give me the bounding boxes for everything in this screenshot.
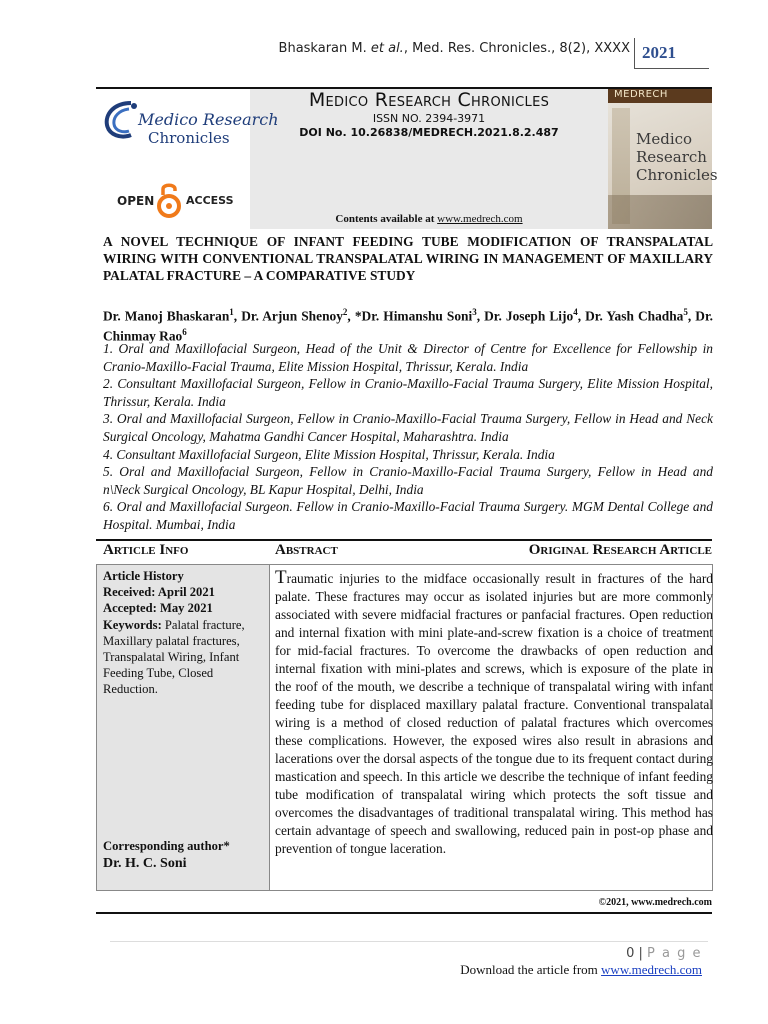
cover-top-text: MEDRECH bbox=[614, 89, 668, 100]
author-name: Dr. Yash Chadha bbox=[585, 308, 684, 324]
affiliation-item: 3. Oral and Maxillofacial Surgeon, Fellow in Cranio-Maxillo-Facial Trauma Surgery, Fellow in Head and Neck Surgical Oncology, Mahatma Gandhi Cancer Hospital, Maharashtra. India bbox=[103, 411, 713, 444]
contents-available: Contents available at www.medrech.com bbox=[335, 213, 523, 225]
issn: ISSN NO. 2394-3971 bbox=[372, 112, 486, 125]
author-affiliation-number: 6 bbox=[182, 327, 187, 338]
corresponding-author bbox=[103, 838, 265, 872]
affiliation-item: 1. Oral and Maxillofacial Surgeon, Head of the Unit & Director of Centre for Excellence for Fellowship in Cranio-Maxillo-Facial Trauma, Elite Mission Hospital, Thrissur, Kerala. India bbox=[103, 341, 713, 374]
page-number: 0 | P a g e bbox=[626, 946, 702, 961]
abstract-body: raumatic injuries to the midface occasionally result in fractures of the hard palate. These fractures may occur as isolated injuries but are more commonly associated with severe midfacial fractures or panfacial fractures. Open reduction and internal fixation with mini plate-and-screw fixation is a choice of treatment for mid-facial fractures. To overcome the drawbacks of open reduction and internal fixation with mini-plates and screws, which is exposure of the plate in the roof of the mouth, we describe a technique of transpalatal wiring with infant feeding tube for displaced maxillary palatal fracture. Conventional transpalatal wiring is a method of closed reduction of palatal fractures which overcomes these complications. However, the exposed wires also result in abrasions and lacerations over the dorsal aspects of the tongue due to its frequent contact during mastication and speech. In this article we describe the technique of infant feeding tube modification of transpalatal wiring which protects the soft tissue and overcomes the disadvantages of traditional transpalatal wiring. This method has certain advantage of speech and swallowing, reduced pain in post-op phase and prevention of tongue laceration. bbox=[275, 571, 713, 856]
article-title: A NOVEL TECHNIQUE OF INFANT FEEDING TUBE MODIFICATION OF TRANSPALATAL WIRING WITH CONVENTIONAL TRANSPALATAL WIRING IN MANAGEMENT OF MAXILLARY PALATAL FRACTURE – A COMPARATIVE STUDY bbox=[103, 234, 713, 283]
cover-bottom-band bbox=[608, 195, 712, 229]
author-list: Dr. Manoj Bhaskaran$^1$, Dr. Arjun Shenoy$^2$, *Dr. Himanshu Soni$^3$, Dr. Joseph Lijo$^4$, Dr. Yash Chadha$^5$, Dr. Chinmay Rao$^6$ bbox=[103, 307, 714, 344]
section-rule bbox=[96, 539, 712, 541]
affiliation-item: 2. Consultant Maxillofacial Surgeon, Fellow in Cranio-Maxillo-Facial Trauma Surgery, Elite Mission Hospital, Thrissur, Kerala. India bbox=[103, 376, 713, 409]
affiliations bbox=[103, 340, 713, 534]
logo-text-line2: Chronicles bbox=[148, 129, 230, 147]
article-info bbox=[103, 568, 265, 698]
history-label: Article History bbox=[103, 569, 184, 583]
download-line: Download the article from www.medrech.com bbox=[460, 962, 702, 977]
author-name: *Dr. Himanshu Soni bbox=[354, 308, 473, 324]
author-affiliation-number: 1 bbox=[229, 307, 234, 317]
running-header: Bhaskaran M. et al., Med. Res. Chronicles., 8(2), XXXX bbox=[278, 41, 630, 56]
journal-name: Medico Research Chronicles bbox=[308, 89, 550, 111]
article-type-heading: Original Research Article bbox=[528, 542, 712, 558]
doi: DOI No. 10.26838/MEDRECH.2021.8.2.487 bbox=[299, 126, 559, 139]
author-name: Dr. Manoj Bhaskaran bbox=[103, 308, 230, 324]
author-affiliation-number: 3 bbox=[472, 307, 477, 317]
copyright-link[interactable]: www.medrech.com bbox=[631, 897, 712, 908]
affiliation-item: 5. Oral and Maxillofacial Surgeon, Fellow in Cranio-Maxillo-Facial Trauma Surgery, Fellow in Head and n\Neck Surgical Oncology, BL Kapur Hospital, Delhi, India bbox=[103, 464, 713, 497]
author-affiliation-number: 2 bbox=[342, 307, 348, 317]
article-info-heading: Article Info bbox=[103, 542, 189, 558]
open-access-lock-icon bbox=[154, 181, 184, 219]
copyright: ©2021, www.medrech.com bbox=[598, 897, 712, 908]
logo-text-line1: Medico Research bbox=[138, 110, 279, 129]
abstract-text bbox=[275, 569, 713, 858]
bottom-rule bbox=[96, 912, 712, 914]
download-link[interactable]: www.medrech.com bbox=[601, 962, 702, 977]
author-affiliation-number: 5 bbox=[683, 307, 688, 317]
author-name: Dr. Chinmay Rao bbox=[103, 308, 714, 344]
contents-link[interactable]: www.medrech.com bbox=[437, 213, 523, 225]
abstract-drop-cap: T bbox=[275, 567, 287, 588]
open-access-open: OPEN bbox=[117, 194, 155, 208]
corresponding-name: Dr. H. C. Soni bbox=[103, 856, 187, 871]
author-affiliation-number: 4 bbox=[573, 307, 578, 317]
author-name: Dr. Arjun Shenoy bbox=[241, 308, 343, 324]
cover-title: Medico Research Chronicles bbox=[636, 130, 718, 184]
affiliation-item: 6. Oral and Maxillofacial Surgeon. Fellow in Cranio-Maxillo-Facial Trauma Surgery. MGM Dental College and Hospital. Mumbai, India bbox=[103, 499, 713, 532]
header-year: 2021 bbox=[642, 43, 676, 62]
affiliation-item: 4. Consultant Maxillofacial Surgeon, Elite Mission Hospital, Thrissur, Kerala. India bbox=[103, 446, 555, 462]
keywords: Palatal fracture, Maxillary palatal fractures, Transpalatal Wiring, Infant Feeding Tube, Closed Reduction. bbox=[103, 617, 245, 697]
abstract-heading: Abstract bbox=[275, 542, 338, 558]
corresponding-label: Corresponding author* bbox=[103, 839, 230, 853]
accepted-date: Accepted: May 2021 bbox=[103, 601, 213, 616]
received-date: Received: April 2021 bbox=[103, 585, 215, 600]
open-access-access: ACCESS bbox=[186, 194, 234, 207]
footer-rule bbox=[110, 941, 708, 942]
author-name: Dr. Joseph Lijo bbox=[484, 308, 574, 324]
keywords-label: Keywords: bbox=[103, 617, 162, 632]
